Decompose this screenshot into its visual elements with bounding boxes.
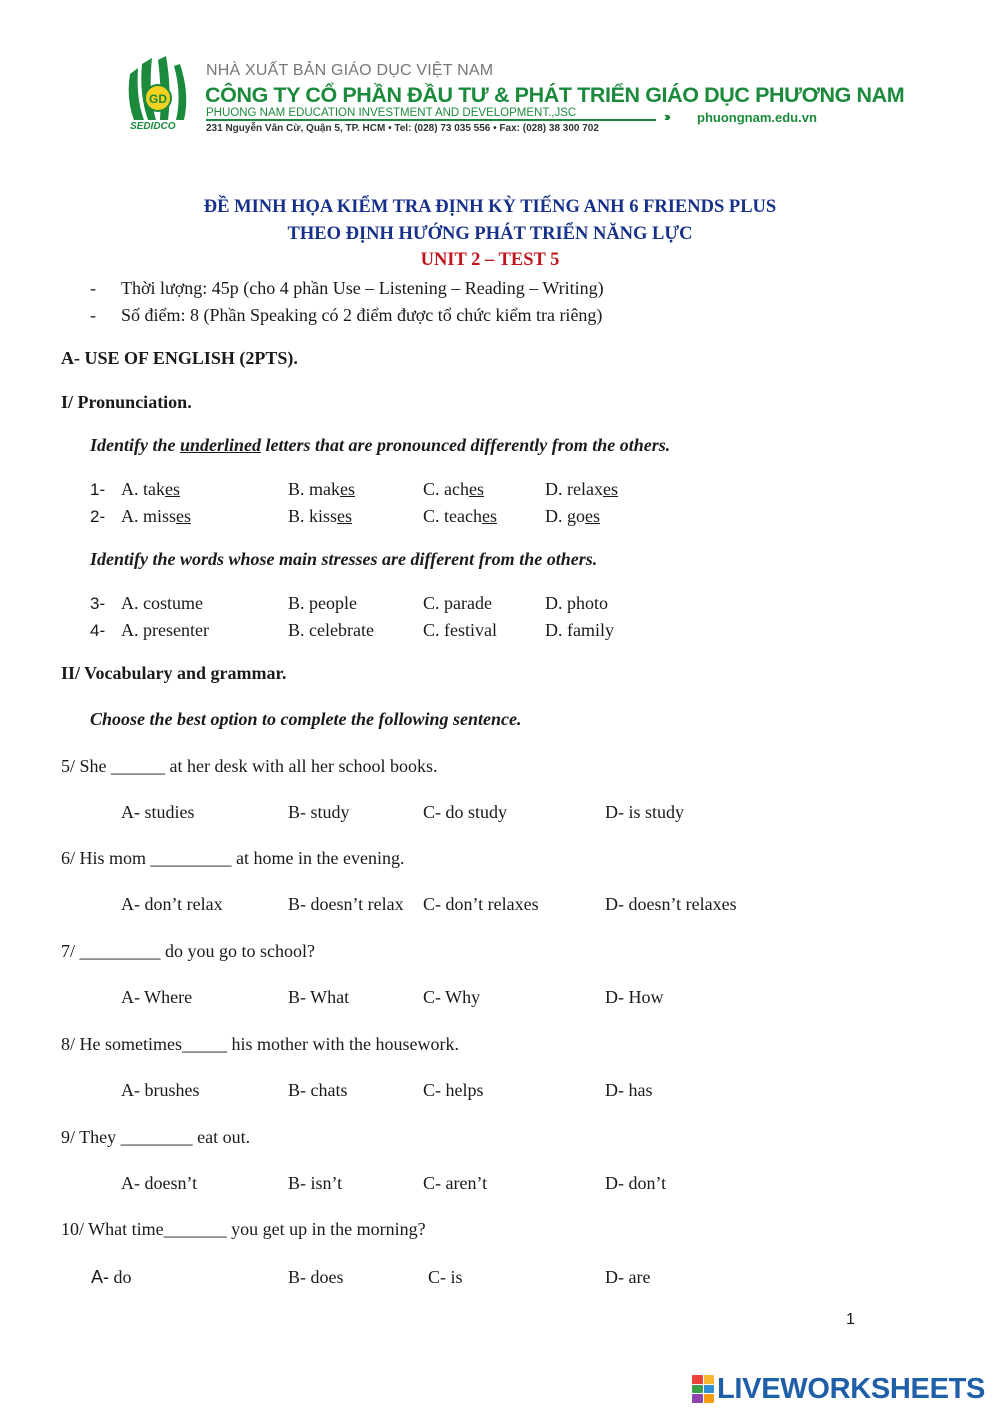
option-a[interactable]: A. takes [121, 479, 180, 499]
option-d[interactable]: D- has [605, 1080, 653, 1100]
option-c[interactable]: C. teaches [423, 506, 497, 526]
title-line-1: ĐỀ MINH HỌA KIỂM TRA ĐỊNH KỲ TIẾNG ANH 6 FRIENDS PLUS [203, 197, 777, 217]
option-d[interactable]: D- doesn’t relaxes [605, 894, 737, 914]
option-c[interactable]: C. parade [423, 593, 492, 613]
option-c[interactable]: C- Why [423, 987, 481, 1007]
option-d[interactable]: D. family [545, 620, 614, 640]
company-address: 231 Nguyễn Văn Cừ, Quận 5, TP. HCM • Tel: (028) 73 035 556 • Fax: (028) 38 300 702 [206, 123, 599, 134]
option-c[interactable]: C- don’t relaxes [423, 894, 539, 914]
question-stem: 10/ What time_______ you get up in the morning? [61, 1219, 426, 1239]
title-unit: UNIT 2 – TEST 5 [420, 250, 560, 270]
bullet-dash: - [90, 278, 96, 298]
question-number: 2- [90, 507, 106, 526]
instruction-choose: Choose the best option to complete the following sentence. [90, 709, 522, 729]
option-d[interactable]: D- are [605, 1267, 651, 1287]
logo-text: GD [149, 92, 167, 106]
option-b[interactable]: B- study [288, 802, 350, 822]
option-c[interactable]: C. festival [423, 620, 497, 640]
section-a-heading: A- USE OF ENGLISH (2PTS). [61, 348, 298, 368]
question-stem: 5/ She ______ at her desk with all her school books. [61, 756, 438, 776]
part1-heading: I/ Pronunciation. [61, 392, 192, 412]
option-c[interactable]: C- is [428, 1267, 463, 1287]
option-c[interactable]: C- do study [423, 802, 508, 822]
option-c[interactable]: C- helps [423, 1080, 484, 1100]
option-d[interactable]: D- is study [605, 802, 685, 822]
instruction-stress: Identify the words whose main stresses are different from the others. [90, 549, 598, 569]
option-a[interactable]: A- doesn’t [121, 1173, 198, 1193]
watermark-text: LIVEWORKSHEETS [717, 1372, 986, 1405]
question-stem: 7/ _________ do you go to school? [61, 941, 315, 961]
info-points: Số điểm: 8 (Phần Speaking có 2 điểm được tổ chức kiểm tra riêng) [121, 305, 603, 325]
question-stem: 8/ He sometimes_____ his mother with the housework. [61, 1034, 459, 1054]
liveworksheets-watermark [692, 1372, 985, 1406]
question-number: 3- [90, 594, 106, 613]
option-d[interactable]: D- How [605, 987, 664, 1007]
option-b[interactable]: B- doesn’t relax [288, 894, 404, 914]
option-b[interactable]: B. people [288, 593, 357, 613]
option-b[interactable]: B- chats [288, 1080, 348, 1100]
option-d[interactable]: D. relaxes [545, 479, 618, 499]
header-divider [206, 119, 656, 121]
question-number: 1- [90, 480, 106, 499]
option-a[interactable]: A- Where [121, 987, 193, 1007]
bullet-dash: - [90, 305, 96, 325]
question-stem: 9/ They ________ eat out. [61, 1127, 251, 1147]
page-number: 1 [846, 1311, 855, 1328]
option-a[interactable]: A. misses [121, 506, 192, 526]
part2-heading: II/ Vocabulary and grammar. [61, 663, 287, 683]
option-a[interactable]: A- brushes [121, 1080, 200, 1100]
chevrons-icon: ››› [664, 109, 668, 124]
option-a[interactable]: A. presenter [121, 620, 209, 640]
option-c[interactable]: C- aren’t [423, 1173, 488, 1193]
company-name-en: PHUONG NAM EDUCATION INVESTMENT AND DEVELOPMENT.,JSC [206, 107, 577, 119]
option-a[interactable]: A- do [91, 1267, 132, 1287]
liveworksheets-icon [692, 1375, 714, 1403]
option-b[interactable]: B- does [288, 1267, 344, 1287]
question-stem: 6/ His mom _________ at home in the evening. [61, 848, 405, 868]
question-number: 4- [90, 621, 106, 640]
option-b[interactable]: B. kisses [288, 506, 353, 526]
option-b[interactable]: B. celebrate [288, 620, 374, 640]
option-a[interactable]: A- don’t relax [121, 894, 223, 914]
option-b[interactable]: B. makes [288, 479, 355, 499]
option-b[interactable]: B- isn’t [288, 1173, 343, 1193]
instruction-underlined: Identify the underlined letters that are pronounced differently from the others. [90, 435, 671, 455]
brand-name: SEDIDCO [130, 121, 176, 132]
publisher-line: NHÀ XUẤT BẢN GIÁO DỤC VIỆT NAM [206, 62, 494, 79]
option-b[interactable]: B- What [288, 987, 350, 1007]
option-c[interactable]: C. aches [423, 479, 484, 499]
website-link[interactable]: phuongnam.edu.vn [697, 110, 817, 125]
option-d[interactable]: D- don’t [605, 1173, 667, 1193]
info-duration: Thời lượng: 45p (cho 4 phần Use – Listening – Reading – Writing) [121, 278, 604, 298]
company-name: CÔNG TY CỔ PHẦN ĐẦU TƯ & PHÁT TRIỂN GIÁO DỤC PHƯƠNG NAM [205, 83, 905, 107]
title-line-2: THEO ĐỊNH HƯỚNG PHÁT TRIỂN NĂNG LỰC [287, 224, 693, 244]
option-d[interactable]: D. goes [545, 506, 600, 526]
option-a[interactable]: A. costume [121, 593, 203, 613]
option-d[interactable]: D. photo [545, 593, 608, 613]
option-a[interactable]: A- studies [121, 802, 195, 822]
